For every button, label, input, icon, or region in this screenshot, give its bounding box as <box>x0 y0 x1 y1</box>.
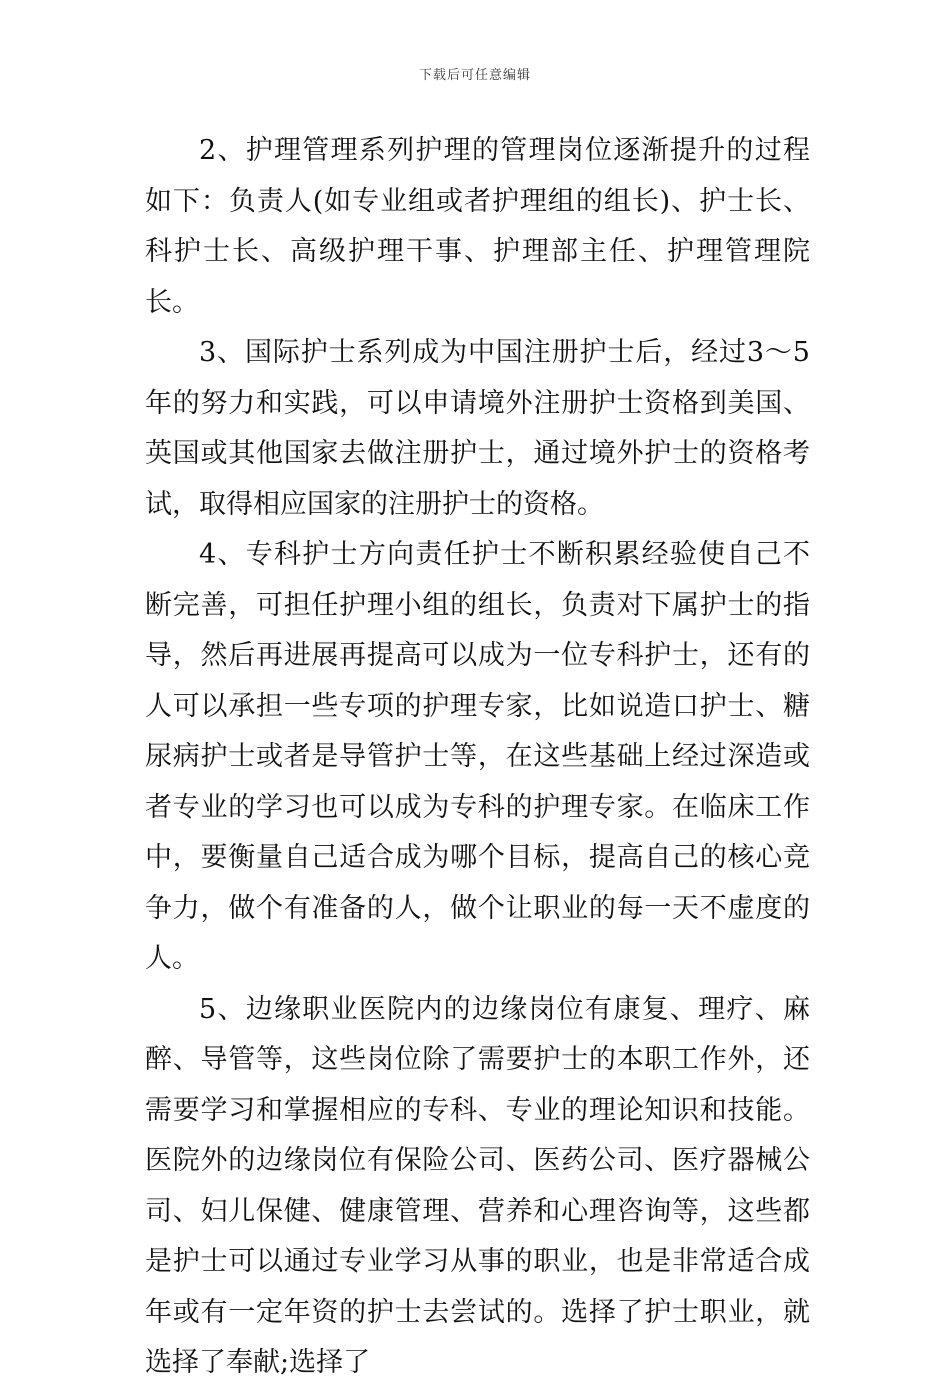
paragraph-management-track: 2、护理管理系列护理的管理岗位逐渐提升的过程如下：负责人(如专业组或者护理组的组长)、护士长、科护士长、高级护理干事、护理部主任、护理管理院长。 <box>145 135 810 318</box>
paragraph-international-track: 3、国际护士系列成为中国注册护士后，经过3～5年的努力和实践，可以申请境外注册护士资格到美国、英国或其他国家去做注册护士，通过境外护士的资格考试，取得相应国家的注册护士的资格。 <box>145 337 810 520</box>
document-body <box>145 126 810 1389</box>
page-header: 下载后可任意编辑 <box>418 68 531 83</box>
paragraph-specialist-track: 4、专科护士方向责任护士不断积累经验使自己不断完善，可担任护理小组的组长，负责对下属护士的指导，然后再进展再提高可以成为一位专科护士，还有的人可以承担一些专项的护理专家，比如说造口护士、糖尿病护士或者是导管护士等，在这些基础上经过深造或者专业的学习也可以成为专科的护理专家。在临床工作中，要衡量自己适合成为哪个目标，提高自己的核心竞争力，做个有准备的人，做个让职业的每一天不虚度的人。 <box>145 539 810 974</box>
paragraph-marginal-careers: 5、边缘职业医院内的边缘岗位有康复、理疗、麻醉、导管等，这些岗位除了需要护士的本职工作外，还需要学习和掌握相应的专科、专业的理论知识和技能。医院外的边缘岗位有保险公司、医药公司、医疗器械公司、妇儿保健、健康管理、营养和心理咨询等，这些都是护士可以通过专业学习从事的职业，也是非常适合成年或有一定年资的护士去尝试的。选择了护士职业，就选择了奉献;选择了 <box>145 993 810 1378</box>
